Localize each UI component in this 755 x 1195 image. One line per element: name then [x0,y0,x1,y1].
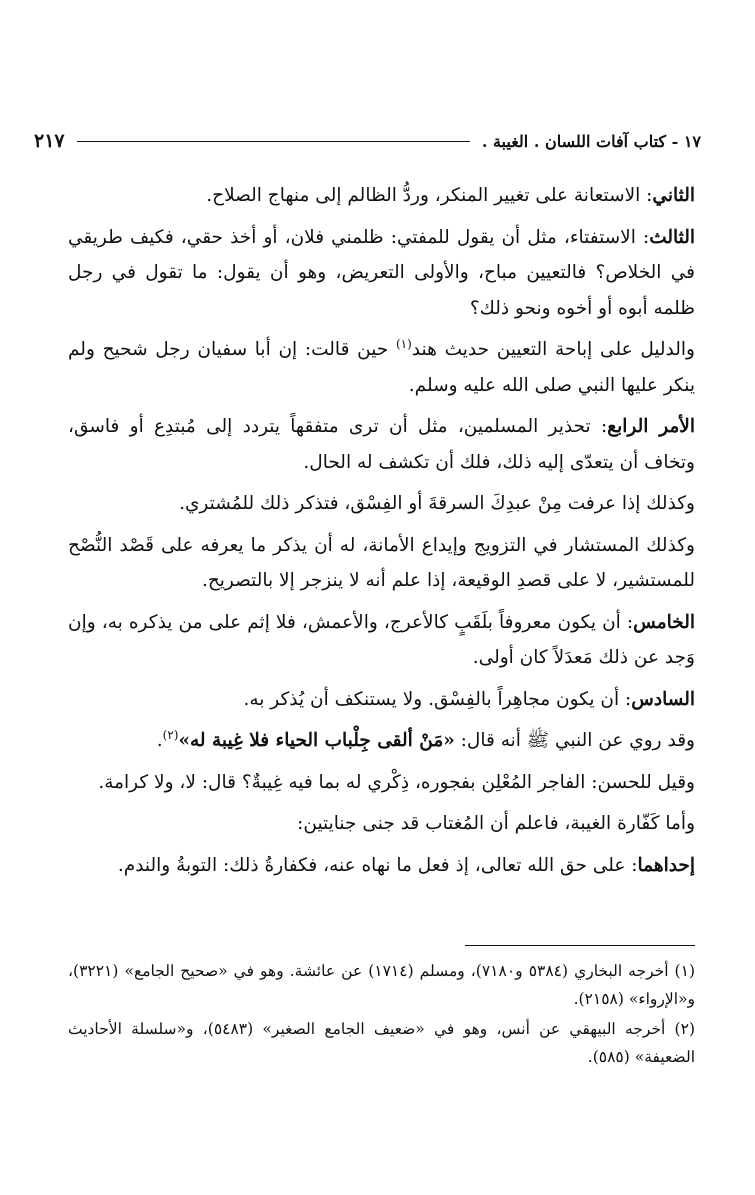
paragraph-lead: الثاني [652,185,695,206]
hadith-quote: «مَنْ ألقى جِلْباب الحياء فلا غِيبة له» [178,730,455,751]
footnote-2: (٢) أخرجه البيهقي عن أنس، وهو في «ضعيف الجامع الصغير» (٥٤٨٣)، و«سلسلة الأحاديث الضعيفة» (٥٨٥). [68,1020,695,1066]
paragraph-third [68,220,695,327]
paragraph-expiation [68,806,695,842]
paragraph-text: وقيل للحسن: الفاجر المُعْلِن بفجوره، ذِكْري له بما فيه غِيبةٌ؟ قال: لا، ولا كرامة. [98,771,695,793]
header-rule [77,141,470,142]
paragraph-text: : الاستفتاء، مثل أن يقول للمفتي: ظلمني فلان، أو أخذ حقي، فكيف طريقي في الخلاص؟ فالتعيين مباح، والأولى التعريض، وهو أن يقول: ما تقول في رجل ظلمه أبوه أو أخوه ونحو ذلك؟ [68,226,695,319]
paragraph-text: : تحذير المسلمين، مثل أن ترى متفقهاً يتردد إلى مُبتدِع أو فاسق، وتخاف أن يتعدّى إليه ذلك، فلك أن تكشف له الحال. [68,416,695,473]
paragraph-text: وكذلك إذا عرفت مِنْ عبدِكَ السرقةَ أو الفِسْق، فتذكر ذلك للمُشتري. [179,493,695,514]
paragraph-second [68,178,695,214]
footnote-marker[interactable]: (٢) [162,727,179,742]
footnote-1: (١) أخرجه البخاري (٥٣٨٤ و٧١٨٠)، ومسلم (١٧١٤) عن عائشة. وهو في «صحيح الجامع» (٣٢٢١)، و«الإرواء» (٢١٥٨). [68,962,695,1008]
footnote-divider [465,945,695,946]
paragraph-text: : أن يكون معروفاً بلَقَبٍ كالأعرج، والأعمش، فلا إثم على من يذكره به، وإن وَجد عن ذلك مَعدَلاً كان أولى. [68,611,695,668]
page-number: ٢١٧ [34,130,65,152]
paragraph-lead: الخامس [633,611,695,633]
paragraph-first-offense [68,848,695,884]
paragraph-slave [68,486,695,522]
footnote-marker[interactable]: (١) [395,336,412,351]
paragraph-text: وقد روي عن النبي ﷺ أنه قال: [454,730,695,751]
paragraph-text: . [156,730,163,751]
main-text [68,178,695,889]
paragraph-lead: الأمر الرابع [607,416,696,437]
chapter-title: ١٧ - كتاب آفات اللسان . الغيبة . [481,131,701,151]
paragraph-sixth [68,682,695,718]
paragraph-hadith [68,723,695,759]
paragraph-evidence [68,332,695,403]
paragraph-text: والدليل على إباحة التعيين حديث هند [411,339,695,360]
paragraph-fourth [68,409,695,480]
paragraph-text: حين قالت: إن أبا سفيان رجل شحيح ولم ينكر عليها النبي صلى الله عليه وسلم. [68,339,695,396]
paragraph-advisor [68,528,695,599]
paragraph-text: وكذلك المستشار في التزويج وإيداع الأمانة، له أن يذكر ما يعرفه على قَصْد النُّصْح للمستشير، لا على قصدِ الوقيعة، إذا علم أنه لا ينزجر إلا بالتصريح. [68,534,695,591]
paragraph-fifth [68,605,695,676]
paragraph-text: وأما كَفّارة الغيبة، فاعلم أن المُغتاب قد جنى جنايتين: [297,813,695,834]
paragraph-lead: السادس [631,688,695,710]
paragraph-text: : الاستعانة على تغيير المنكر، وردُّ الظالم إلى منهاج الصلاح. [206,185,653,206]
paragraph-lead: الثالث [649,226,695,248]
footnotes [68,957,695,1073]
paragraph-text: : أن يكون مجاهِراً بالفِسْق. ولا يستنكف أن يُذكر به. [243,688,632,710]
paragraph-lead: إحداهما [637,854,695,876]
running-header [34,126,701,156]
paragraph-text: : على حق الله تعالى، إذ فعل ما نهاه عنه، فكفارةُ ذلك: التوبةُ والندم. [117,854,638,876]
paragraph-hasan [68,765,695,801]
